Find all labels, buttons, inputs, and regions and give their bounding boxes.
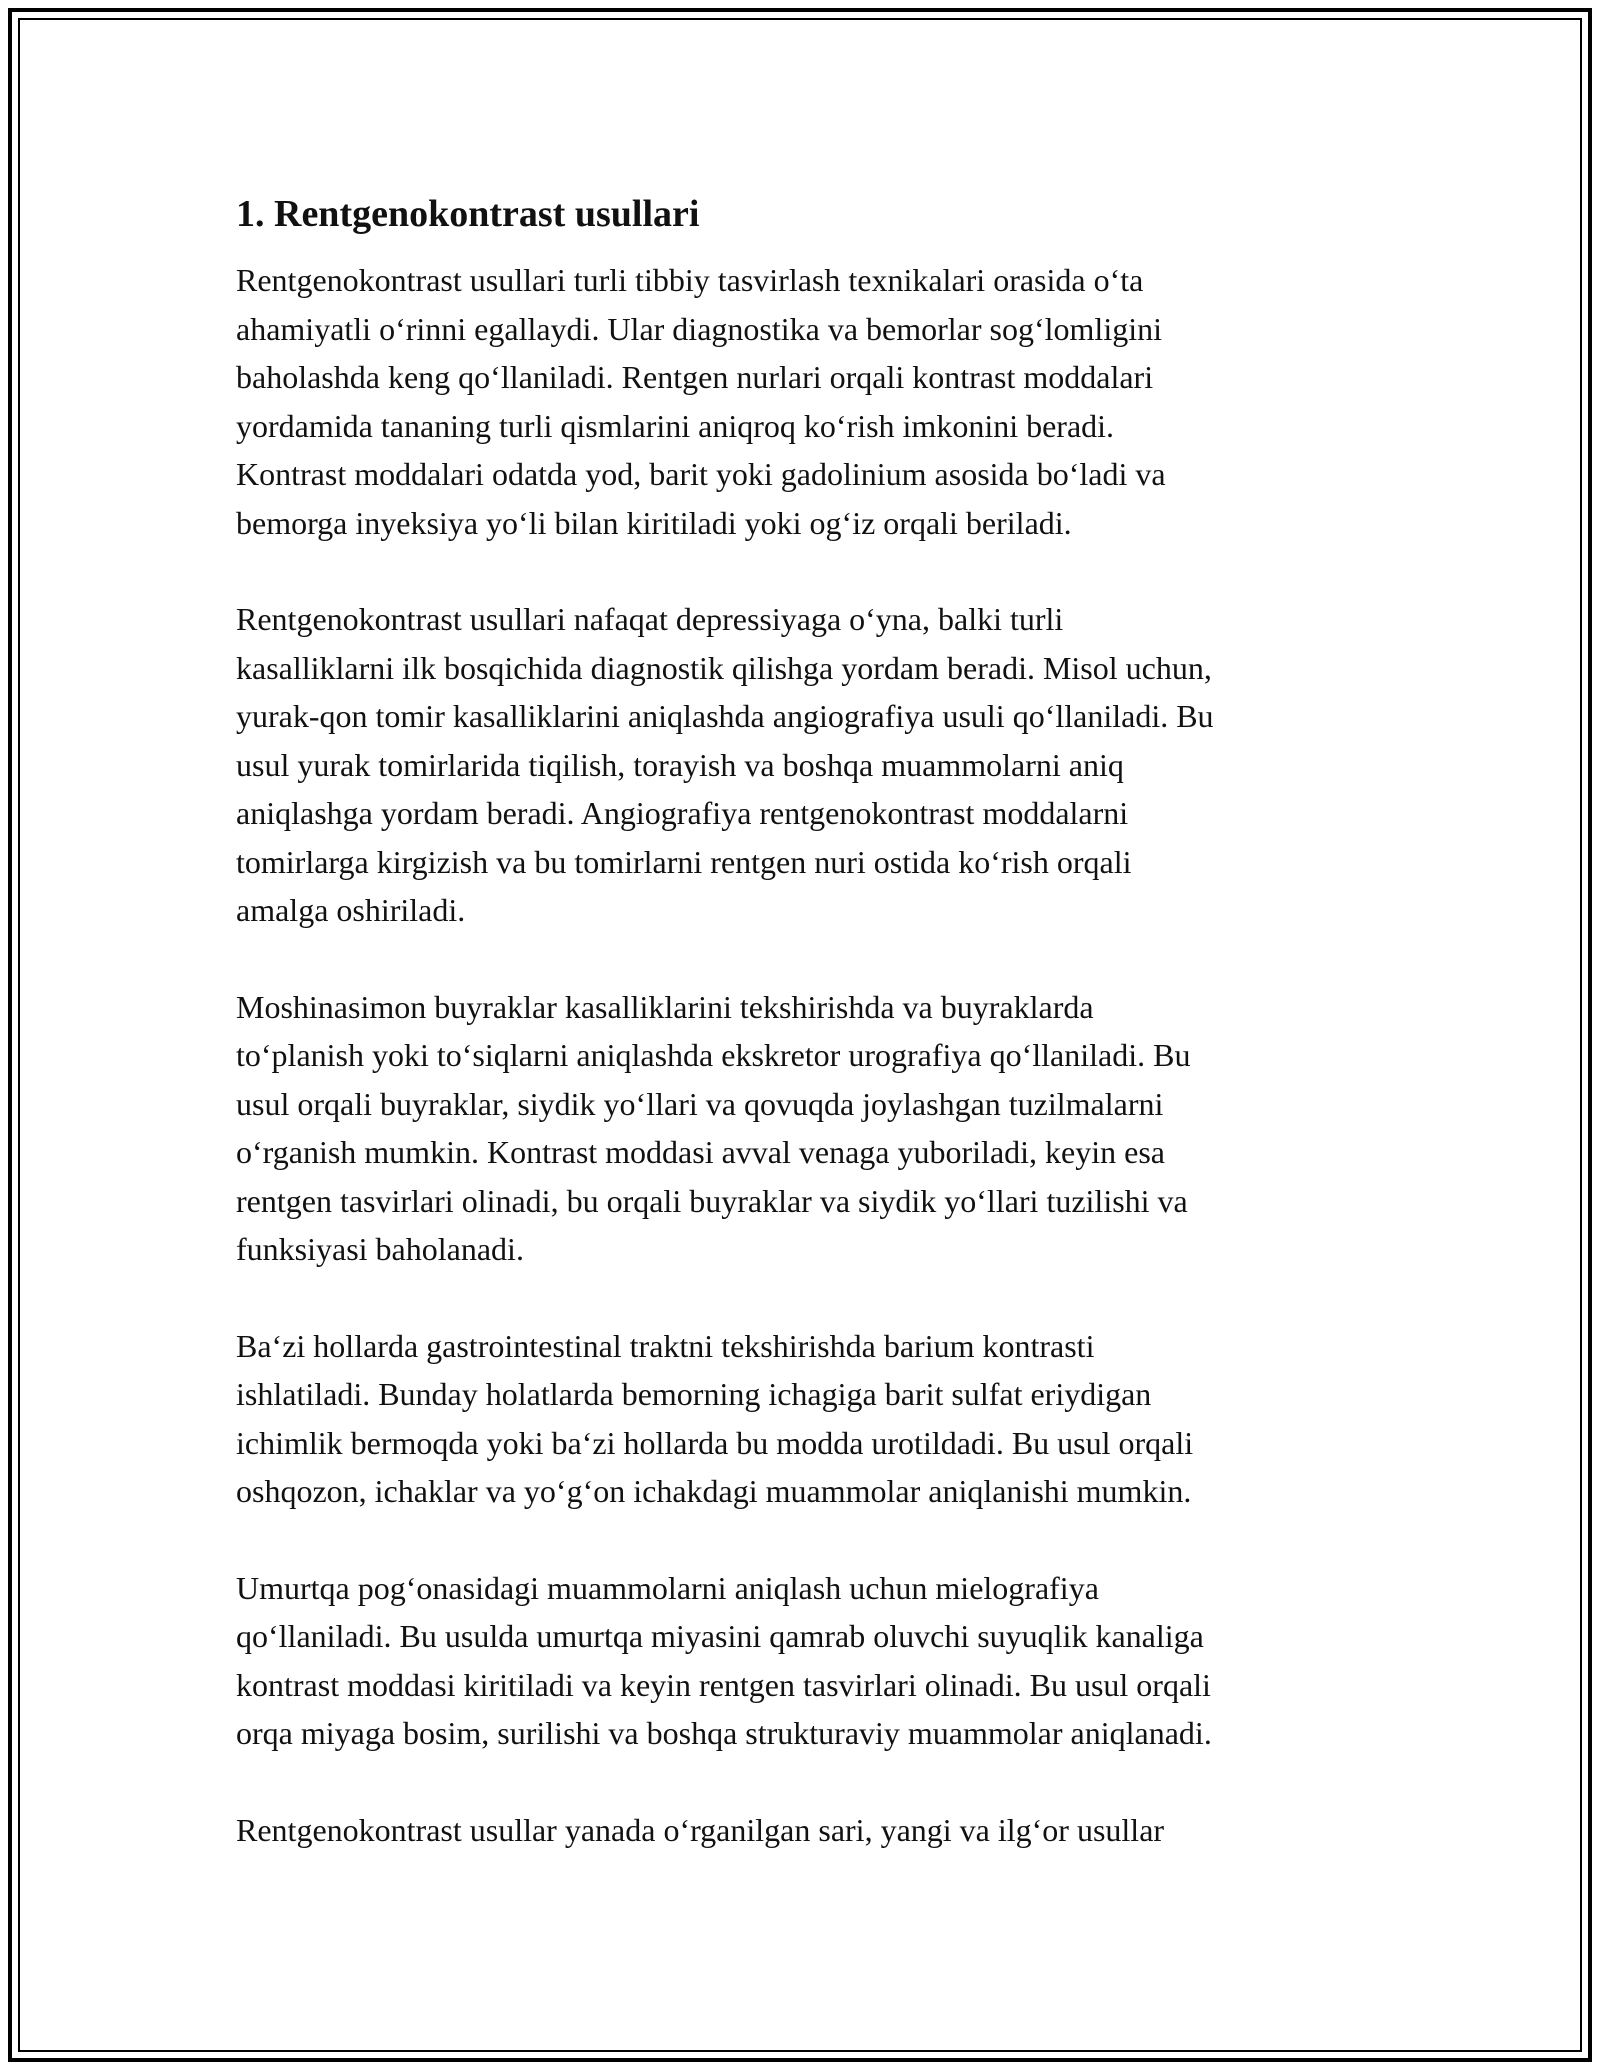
text-line: Kontrast moddalari odatda yod, barit yoki gadolinium asosida boʻladi va — [236, 456, 1166, 492]
text-line: Moshinasimon buyraklar kasalliklarini tekshirishda va buyraklarda — [236, 988, 1094, 1025]
text-line: qoʻllaniladi. Bu usulda umurtqa miyasini qamrab oluvchi suyuqlik kanaliga — [236, 1618, 1204, 1654]
paragraph — [236, 1564, 1366, 1758]
text-line: oʻrganish mumkin. Kontrast moddasi avval venaga yuboriladi, keyin esa — [236, 1134, 1165, 1170]
text-line: yordamida tananing turli qismlarini aniqroq koʻrish imkonini beradi. — [236, 407, 1115, 444]
text-line: kontrast moddasi kiritiladi va keyin rentgen tasvirlari olinadi. Bu usul orqali — [236, 1666, 1211, 1703]
text-line: aniqlashga yordam beradi. Angiografiya rentgenokontrast moddalarni — [236, 795, 1129, 831]
text-line: tomirlarga kirgizish va bu tomirlarni rentgen nuri ostida koʻrish orqali — [236, 843, 1132, 880]
text-line: baholashda keng qoʻllaniladi. Rentgen nurlari orqali kontrast moddalari — [236, 359, 1154, 395]
text-line: oshqozon, ichaklar va yoʻgʻon ichakdagi muammolar aniqlanishi mumkin. — [236, 1473, 1192, 1509]
paragraph — [236, 1322, 1366, 1516]
text-line: Baʻzi hollarda gastrointestinal traktni tekshirishda barium kontrasti — [236, 1327, 1095, 1364]
paragraph — [236, 983, 1366, 1274]
text-line: usul orqali buyraklar, siydik yoʻllari va qovuqda joylashgan tuzilmalarni — [236, 1085, 1164, 1122]
text-line: Umurtqa pogʻonasidagi muammolarni aniqlash uchun mielografiya — [236, 1569, 1099, 1606]
text-line: yurak-qon tomir kasalliklarini aniqlashda angiografiya usuli qoʻllaniladi. Bu — [236, 698, 1214, 734]
text-line: Rentgenokontrast usullar yanada oʻrganilgan sari, yangi va ilgʻor usullar — [236, 1811, 1165, 1848]
text-line: ahamiyatli oʻrinni egallaydi. Ular diagnostika va bemorlar sogʻlomligini — [236, 310, 1162, 347]
paragraph — [236, 595, 1366, 935]
text-line: Rentgenokontrast usullari nafaqat depressiyaga oʻyna, balki turli — [236, 601, 1064, 637]
paragraph — [236, 1806, 1366, 1855]
section-heading: 1. Rentgenokontrast usullari — [236, 193, 700, 235]
text-line: ichimlik bermoqda yoki baʻzi hollarda bu modda urotildadi. Bu usul orqali — [236, 1424, 1194, 1461]
text-line: Rentgenokontrast usullari turli tibbiy tasvirlash texnikalari orasida oʻta — [236, 262, 1144, 298]
text-line: bemorga inyeksiya yoʻli bilan kiritiladi yoki ogʻiz orqali beriladi. — [236, 504, 1072, 541]
text-line: kasalliklarni ilk bosqichida diagnostik qilishga yordam beradi. Misol uchun, — [236, 649, 1212, 686]
text-line: usul yurak tomirlarida tiqilish, torayish va boshqa muammolarni aniq — [236, 746, 1124, 783]
text-line: rentgen tasvirlari olinadi, bu orqali buyraklar va siydik yoʻllari tuzilishi va — [236, 1182, 1188, 1219]
paragraph — [236, 256, 1366, 547]
text-line: ishlatiladi. Bunday holatlarda bemorning ichagiga barit sulfat eriydigan — [236, 1376, 1152, 1412]
text-line: amalga oshiriladi. — [236, 892, 466, 928]
text-line: orqa miyaga bosim, surilishi va boshqa strukturaviy muammolar aniqlanadi. — [236, 1715, 1212, 1751]
document-body — [236, 186, 1366, 1902]
text-line: toʻplanish yoki toʻsiqlarni aniqlashda ekskretor urografiya qoʻllaniladi. Bu — [236, 1037, 1191, 1073]
text-line: funksiyasi baholanadi. — [236, 1231, 524, 1267]
paragraph-list — [236, 256, 1366, 1854]
